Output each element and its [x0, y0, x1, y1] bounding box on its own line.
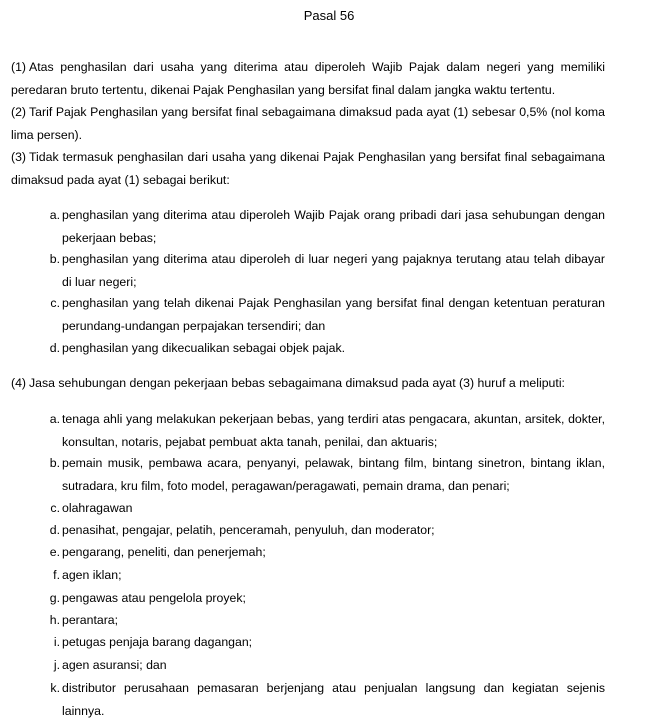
list-item-text: tenaga ahli yang melakukan pekerjaan bebas, yang terdiri atas pengacara, akuntan, arsitek, dokter, konsultan, notaris, pejabat pembuat akta tanah, penilai, dan aktuaris;: [62, 412, 605, 449]
list-item-text: penghasilan yang dikecualikan sebagai objek pajak.: [62, 341, 346, 355]
list-item: [44, 564, 605, 587]
list-item: [44, 631, 605, 654]
list-item: [44, 541, 605, 564]
list-item-letter: f.: [53, 568, 60, 582]
paragraph-number: (4): [11, 376, 27, 390]
list-item-letter: h.: [49, 613, 60, 627]
list-item-letter: b.: [49, 456, 60, 470]
list-item-letter: c.: [50, 501, 60, 515]
list-item-letter: i.: [53, 635, 60, 649]
paragraph-number: (2): [11, 105, 27, 119]
list-item: [44, 408, 605, 453]
article-title: Pasal 56: [303, 8, 355, 23]
list-item-text: pemain musik, pembawa acara, penyanyi, pelawak, bintang film, bintang sinetron, bintang iklan, sutradara, kru film, foto model, peragawan/peragawati, pemain drama, dan penari;: [62, 456, 605, 493]
list-item-text: pengawas atau pengelola proyek;: [62, 591, 246, 605]
list-item-text: olahragawan: [62, 501, 133, 515]
list-item-letter: e.: [49, 545, 60, 559]
list-item: [44, 587, 605, 610]
paragraph-text: Jasa sehubungan dengan pekerjaan bebas sebagaimana dimaksud pada ayat (3) huruf a meliputi:: [29, 376, 565, 390]
list-item-letter: d.: [49, 341, 60, 355]
list-item: [44, 452, 605, 497]
list-item-letter: a.: [49, 208, 60, 222]
list-item-text: distributor perusahaan pemasaran berjenjang atau penjualan langsung dan kegiatan sejenis lainnya.: [62, 681, 605, 718]
list-item: [44, 292, 605, 337]
list-item: [44, 248, 605, 293]
list-item-letter: d.: [49, 523, 60, 537]
list-item-letter: g.: [49, 591, 60, 605]
paragraph-number: (3): [11, 150, 27, 164]
list-item-text: agen iklan;: [62, 568, 122, 582]
list-item-letter: b.: [49, 252, 60, 266]
paragraph-text: Atas penghasilan dari usaha yang diterima atau diperoleh Wajib Pajak dalam negeri yang memiliki peredaran bruto tertentu, dikenai Pajak Penghasilan yang bersifat final dalam jangka waktu tertentu.: [11, 60, 605, 97]
list-item: [44, 609, 605, 632]
list-item: [44, 519, 605, 542]
list-item-text: agen asuransi; dan: [62, 658, 167, 672]
paragraph-3: [11, 146, 605, 191]
list-item-text: penasihat, pengajar, pelatih, penceramah, penyuluh, dan moderator;: [62, 523, 435, 537]
list-item-text: penghasilan yang diterima atau diperoleh di luar negeri yang pajaknya terutang atau telah dibayar di luar negeri;: [62, 252, 605, 289]
list-item: [44, 204, 605, 249]
list-item: [44, 337, 605, 360]
list-item-text: perantara;: [62, 613, 119, 627]
list-item-letter: j.: [53, 658, 60, 672]
paragraph-text: Tarif Pajak Penghasilan yang bersifat final sebagaimana dimaksud pada ayat (1) sebesar 0,5% (nol koma lima persen).: [11, 105, 605, 142]
list-item-text: penghasilan yang telah dikenai Pajak Penghasilan yang bersifat final dengan ketentuan peraturan perundang-undangan perpajakan tersendiri; dan: [62, 296, 605, 333]
list-item-text: pengarang, peneliti, dan penerjemah;: [62, 545, 266, 559]
paragraph-4: [11, 372, 605, 395]
list-item: [44, 677, 605, 722]
paragraph-text: Tidak termasuk penghasilan dari usaha yang dikenai Pajak Penghasilan yang bersifat final sebagaimana dimaksud pada ayat (1) sebagai berikut:: [11, 150, 605, 187]
list-item: [44, 497, 605, 520]
paragraph-2: [11, 101, 605, 146]
list-item-letter: c.: [50, 296, 60, 310]
list-item-text: petugas penjaja barang dagangan;: [62, 635, 253, 649]
list-item-letter: a.: [49, 412, 60, 426]
paragraph-number: (1): [11, 60, 27, 74]
list-item-letter: k.: [50, 681, 60, 695]
list-item-text: penghasilan yang diterima atau diperoleh Wajib Pajak orang pribadi dari jasa sehubungan dengan pekerjaan bebas;: [62, 208, 605, 245]
paragraph-1: [11, 56, 605, 101]
list-item: [44, 654, 605, 677]
